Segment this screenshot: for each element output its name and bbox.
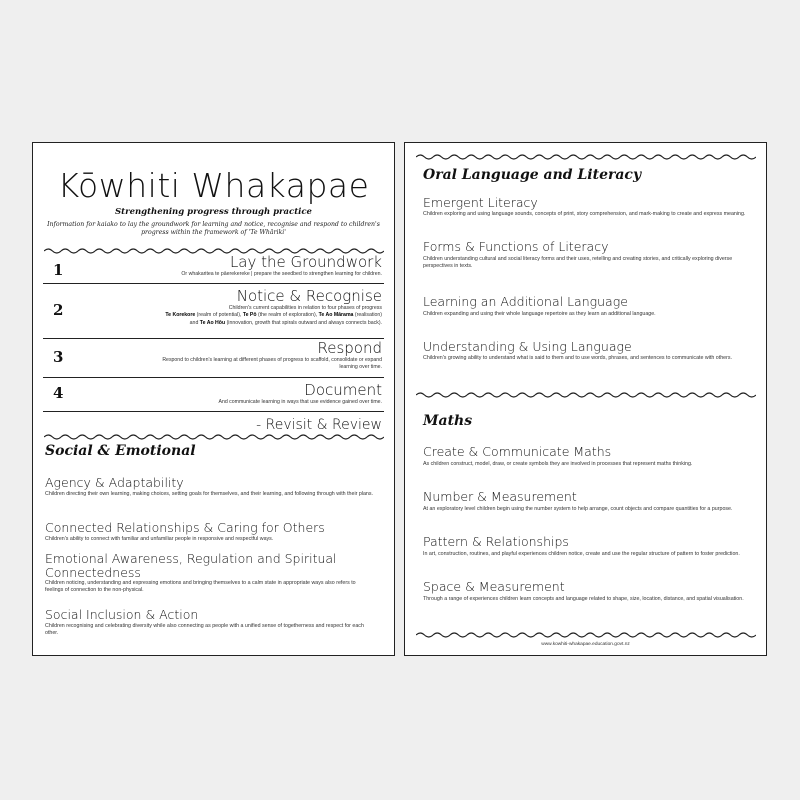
step-desc-line: Respond to children's learning at different phases of progress to scaffold, consolidate or expand	[162, 357, 382, 363]
category-desc: Children's ability to connect with familiar and unfamiliar people in responsive and respectful ways.	[45, 536, 274, 542]
step-desc-line: Children's current capabilities in relation to four phases of progress	[228, 305, 382, 311]
category-desc: As children construct, model, draw, or create symbols they are involved in processes that represent maths thinking.	[423, 461, 693, 467]
step-desc-line	[165, 320, 382, 327]
category-desc: Children noticing, understanding and expressing emotions and bringing themselves to a calm state in appropriate ways also refers to feelings of connection to the non-physical.	[45, 580, 356, 594]
footer-url: www.kowhiti-whakapae.education.govt.nz	[541, 642, 630, 647]
desc-fragment: (innovation, growth that spirals outward and always connects back).	[225, 319, 382, 326]
category-desc: Children's growing ability to understand what is said to them and to use words, phrases, and sentences to communicate with others.	[423, 355, 732, 361]
step-desc-notice-recognise	[165, 305, 382, 327]
section-title-maths: Maths	[423, 413, 473, 429]
squiggle-divider	[416, 391, 756, 399]
squiggle-divider	[416, 631, 756, 639]
category-title: Pattern & Relationships	[423, 534, 569, 549]
category-title: Agency & Adaptability	[45, 475, 184, 490]
divider-line	[43, 283, 384, 284]
category-desc: Children directing their own learning, making choices, setting goals for themselves, and their learning, and following through with their plans.	[45, 491, 373, 497]
revisit-review-label: - Revisit & Review	[256, 417, 382, 433]
step-desc-lay-groundwork: Or whakaritea te pāerekereke | prepare the seedbed to strengthen learning for children.	[181, 271, 382, 277]
term-te-ao-hou: Te Ao Hōu	[199, 319, 226, 326]
category-desc: Children understanding cultural and social literacy forms and their uses, retelling and creating stories, and critically exploring diverse perspectives in texts.	[423, 256, 733, 270]
category-title: Understanding & Using Language	[423, 339, 632, 354]
squiggle-divider	[44, 433, 384, 441]
term-te-po: Te Pō	[242, 312, 257, 319]
step-desc-line: learning over time.	[339, 364, 382, 371]
step-desc-document: And communicate learning in ways that use evidence gained over time.	[218, 399, 382, 405]
category-desc: Children recognising and celebrating diversity while also connecting as people with a unified sense of togetherness and respect for each other.	[45, 623, 364, 637]
category-title: Space & Measurement	[423, 579, 565, 594]
term-te-ao-marama: Te Ao Mārama	[318, 312, 354, 319]
category-title: Learning an Additional Language	[423, 294, 628, 309]
category-title: Connected Relationships & Caring for Others	[45, 520, 325, 535]
squiggle-divider	[416, 153, 756, 161]
divider-line	[43, 411, 384, 412]
category-title: Emergent Literacy	[423, 195, 538, 210]
category-desc: At an exploratory level children begin using the number system to help arrange, count objects and compare quantities for a purpose.	[423, 506, 733, 512]
page-subtitle: Strengthening progress through practice	[115, 207, 312, 217]
step-number-2: 2	[53, 301, 64, 319]
category-title: Emotional Awareness, Regulation and Spiritual	[45, 551, 337, 566]
category-desc: Children exploring and using language sounds, concepts of print, story comprehension, and mark-making to create and express meaning.	[423, 211, 746, 217]
page-title: Kōwhiti Whakapae	[57, 166, 370, 205]
step-title-respond: Respond	[317, 339, 382, 357]
category-desc: Children expanding and using their whole language repertoire as they learn an additional language.	[423, 311, 656, 317]
step-title-lay-groundwork: Lay the Groundwork	[229, 253, 382, 271]
step-desc-respond	[162, 357, 382, 372]
category-desc: In art, construction, routines, and playful experiences children notice, create and use the regular structure of pattern to foster prediction.	[423, 551, 740, 557]
step-number-4: 4	[53, 384, 64, 402]
desc-fragment: (realm of potential),	[195, 312, 243, 319]
section-title-social-emotional: Social & Emotional	[45, 443, 196, 459]
left-page	[32, 142, 395, 656]
category-title: Forms & Functions of Literacy	[423, 239, 609, 254]
category-title: Create & Communicate Maths	[423, 444, 612, 459]
category-title: Number & Measurement	[423, 489, 577, 504]
step-title-notice-recognise: Notice & Recognise	[236, 287, 382, 305]
desc-fragment: (realisation)	[353, 312, 382, 319]
step-number-3: 3	[53, 348, 64, 366]
section-title-oral-language: Oral Language and Literacy	[423, 167, 642, 183]
category-title: Social Inclusion & Action	[45, 607, 199, 622]
step-number-1: 1	[53, 261, 64, 279]
term-te-korekore: Te Korekore	[165, 312, 196, 319]
intro-text: Information for kaiako to lay the groundwork for learning and notice, recognise and respond to children's progress within the framework of 'Te Whāriki'	[47, 221, 380, 236]
step-title-document: Document	[304, 381, 382, 399]
divider-line	[43, 377, 384, 378]
right-page	[404, 142, 767, 656]
desc-fragment: (the realm of exploration),	[256, 312, 319, 319]
category-desc: Through a range of experiences children learn concepts and language related to shape, size, location, distance, and spatial visualisation.	[423, 596, 744, 602]
step-desc-line	[165, 312, 382, 319]
category-title: Connectedness	[45, 565, 141, 580]
desc-fragment: and	[189, 319, 200, 326]
